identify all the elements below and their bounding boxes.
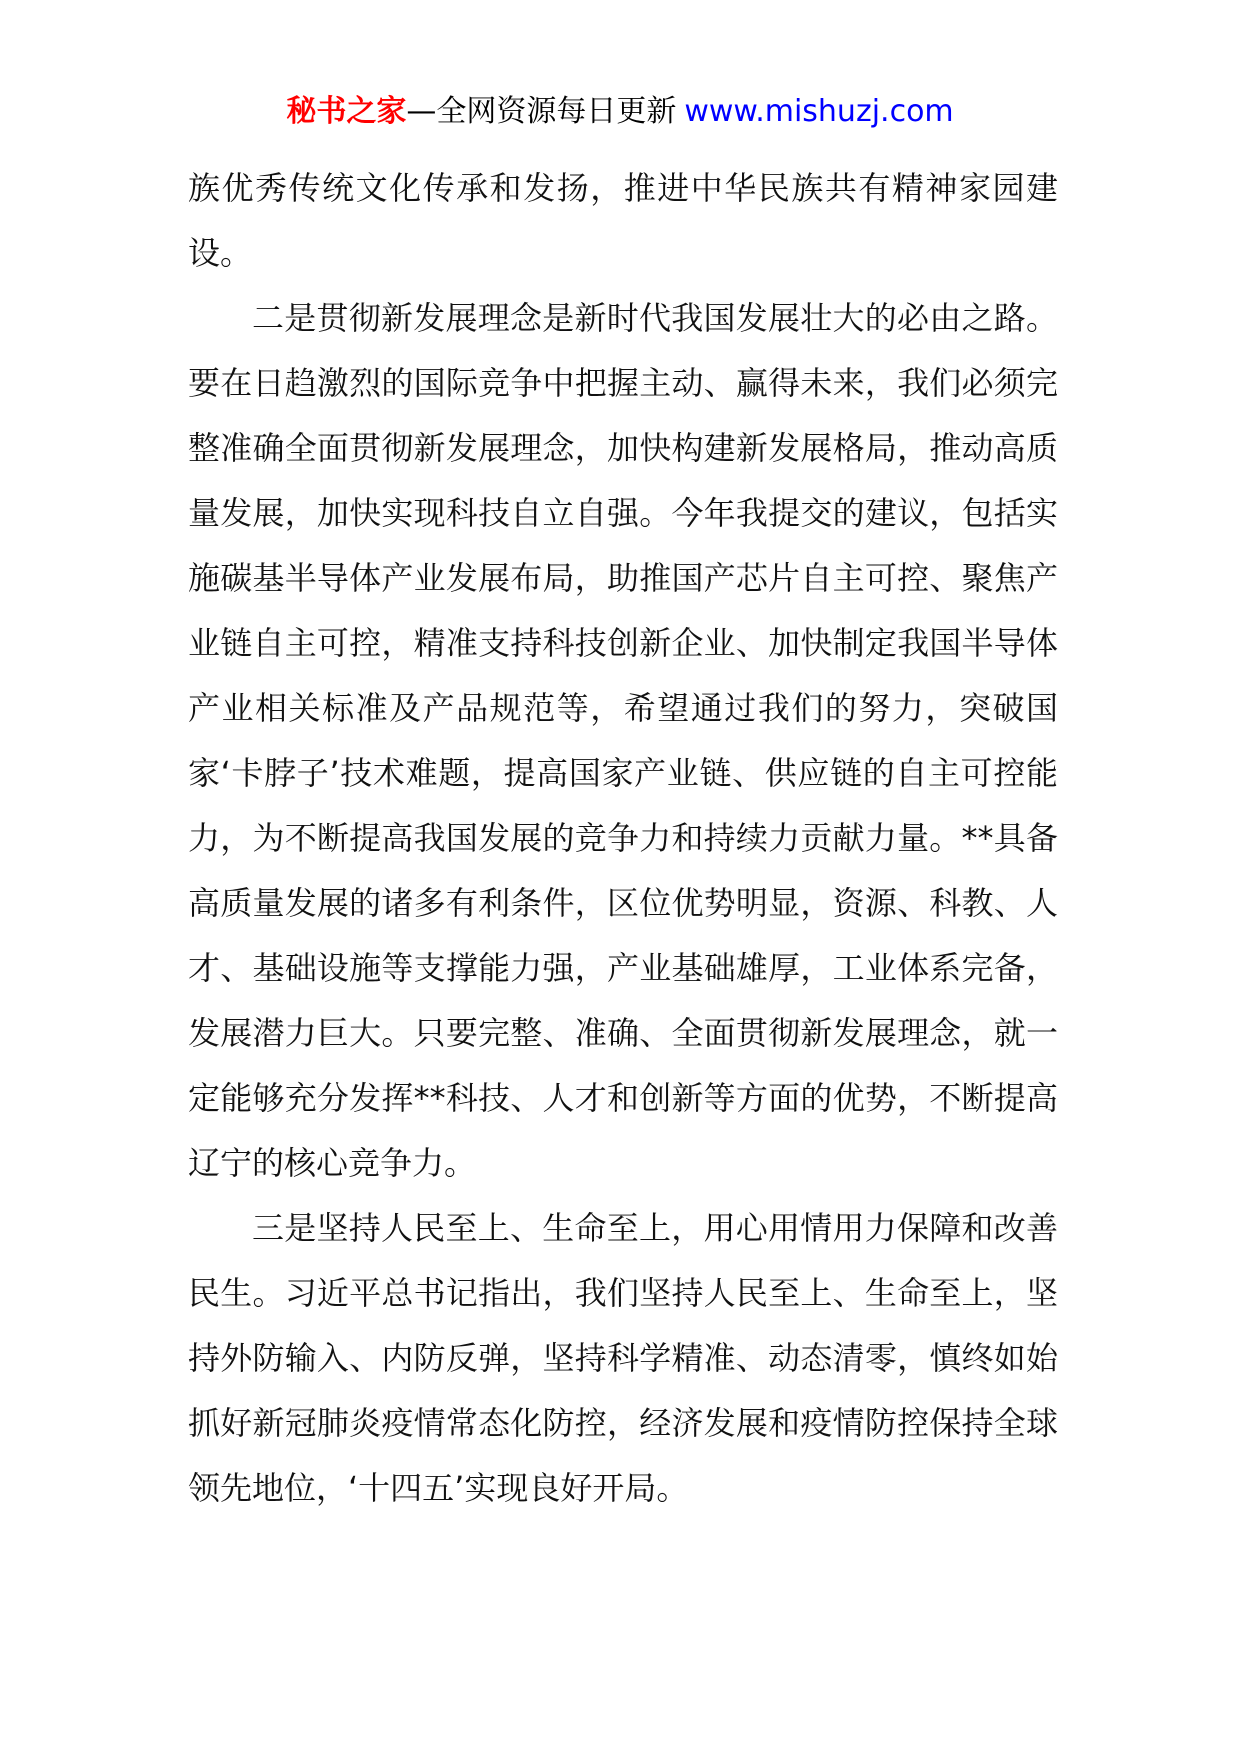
document-body: [188, 156, 1058, 1521]
site-url-link[interactable]: www.mishuzj.com: [684, 94, 954, 129]
brand-name: 秘书之家: [286, 94, 407, 129]
page-header: [0, 92, 1240, 132]
header-tagline: —全网资源每日更新: [406, 94, 677, 129]
paragraph-continuation: 族优秀传统文化传承和发扬，推进中华民族共有精神家园建设。: [188, 169, 1058, 272]
paragraph-second-point: 二是贯彻新发展理念是新时代我国发展壮大的必由之路。要在日趋激烈的国际竞争中把握主动、赢得未来，我们必须完整准确全面贯彻新发展理念，加快构建新发展格局，推动高质量发展，加快实现科技自立自强。今年我提交的建议，包括实施碳基半导体产业发展布局，助推国产芯片自主可控、聚焦产业链自主可控，精准支持科技创新企业、加快制定我国半导体产业相关标准及产品规范等，希望通过我们的努力，突破国家‘卡脖子’技术难题，提高国家产业链、供应链的自主可控能力，为不断提高我国发展的竞争力和持续力贡献力量。**具备高质量发展的诸多有利条件，区位优势明显，资源、科教、人才、基础设施等支撑能力强，产业基础雄厚，工业体系完备，发展潜力巨大。只要完整、准确、全面贯彻新发展理念，就一定能够充分发挥**科技、人才和创新等方面的优势，不断提高辽宁的核心竞争力。: [188, 299, 1058, 1182]
paragraph-third-point: 三是坚持人民至上、生命至上，用心用情用力保障和改善民生。习近平总书记指出，我们坚持人民至上、生命至上，坚持外防输入、内防反弹，坚持科学精准、动态清零，慎终如始抓好新冠肺炎疫情常态化防控，经济发展和疫情防控保持全球领先地位，‘十四五’实现良好开局。: [188, 1209, 1058, 1507]
